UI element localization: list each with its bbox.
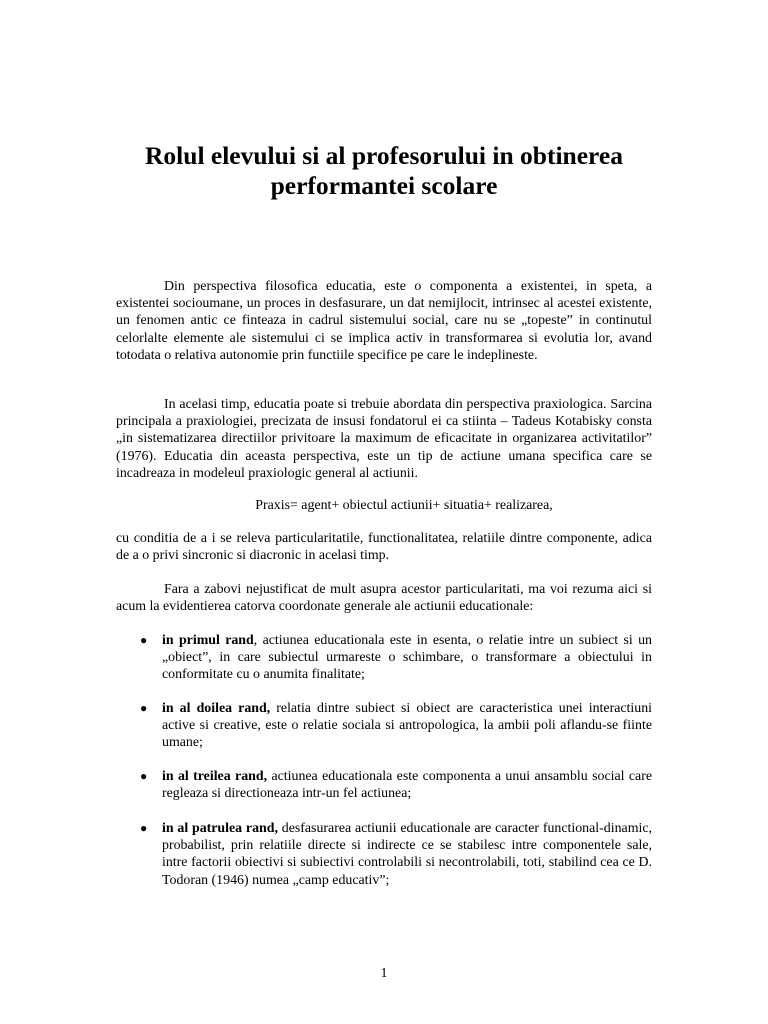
bullet-text-1 (162, 632, 652, 684)
paragraph-2: In acelasi timp, educatia poate si trebuie abordata din perspectiva praxiologica. Sarcina principala a praxiologiei, precizata de insusi fondatorul ei ca stiinta – Tadeus Kotabisky consta „in sistematizarea directiilor privitoare la maximum de eficacitate in organizarea activitatilor” (1976). Educatia din aceasta perspectiva, este un tip de actiune umana specifica care se incadreaza in modeleul praxiologic general al actiunii. (116, 397, 652, 481)
praxis-formula: Praxis= agent+ obiectul actiunii+ situatia+ realizarea, (255, 498, 553, 513)
bullet-body-3: actiunea educationala este componenta a unui ansamblu social care regleaza si directioneaza intr-un fel actiunea; (162, 769, 652, 802)
bullet-icon: ● (140, 633, 148, 647)
paragraph-3-block (116, 530, 652, 564)
bullet-body-4: desfasurarea actiunii educationale are caracter functional-dinamic, probabilist, prin relatiile directe si indirecte ce se stabilesc intre componentele sale, intre factorii obiectivi si subiectivi controlabili si necontrolabili, toti, stabilind cea ce D. Todoran (1946) numea „camp educativ”; (162, 821, 652, 888)
document-title (116, 141, 652, 201)
bullet-icon: ● (140, 701, 148, 715)
bullet-body-1: , actiunea educationala este in esenta, o relatie intre un subiect si un „obiect”, in care subiectul urmareste o schimbare, o transformare a obiectului in conformitate cu o anumita finalitate; (162, 633, 653, 683)
bullet-body-2: relatia dintre subiect si obiect are caracteristica unei interactiuni active si creative, este o relatie sociala si antropologica, la ambii poli aflandu-se fiinte umane; (162, 701, 652, 751)
title-line-2: performantei scolare (270, 171, 498, 200)
paragraph-4-block (116, 581, 652, 615)
paragraph-2-block (116, 396, 652, 482)
paragraph-1-block (116, 278, 652, 364)
title-line-1: Rolul elevului si al profesorului in obtinerea (145, 141, 623, 170)
paragraph-4: Fara a zabovi nejustificat de mult asupra acestor particularitati, ma voi rezuma aici si acum la evidentierea catorva coordonate generale ale actiunii educationale: (116, 582, 652, 615)
page-number: 1 (380, 966, 388, 981)
bullet-text-3 (162, 768, 652, 802)
bullet-text-4 (162, 820, 652, 889)
bullet-lead-3: in al treilea rand, (162, 769, 268, 784)
document-page (116, 0, 652, 1024)
bullet-icon: ● (140, 769, 148, 783)
bullet-lead-4: in al patrulea rand, (162, 821, 278, 836)
bullet-icon: ● (140, 821, 148, 835)
bullet-lead-2: in al doilea rand, (162, 701, 271, 716)
bullet-text-2 (162, 700, 652, 752)
paragraph-3: cu conditia de a i se releva particularitatile, functionalitatea, relatiile dintre componente, adica de a o privi sincronic si diacronic in acelasi timp. (116, 531, 652, 564)
bullet-lead-1: in primul rand (162, 633, 254, 648)
paragraph-1: Din perspectiva filosofica educatia, este o componenta a existentei, in speta, a existentei socioumane, un proces in desfasurare, un dat nemijlocit, intrinsec al acestei existente, un fenomen antic ce finteaza in cadrul sistemului social, care nu se „topeste” in continutul celorlalte elemente ale sistemului ci se implica activ in transformarea si evolutia lor, avand totodata o relativa autonomie prin functiile specifice pe care le indeplineste. (116, 279, 652, 363)
